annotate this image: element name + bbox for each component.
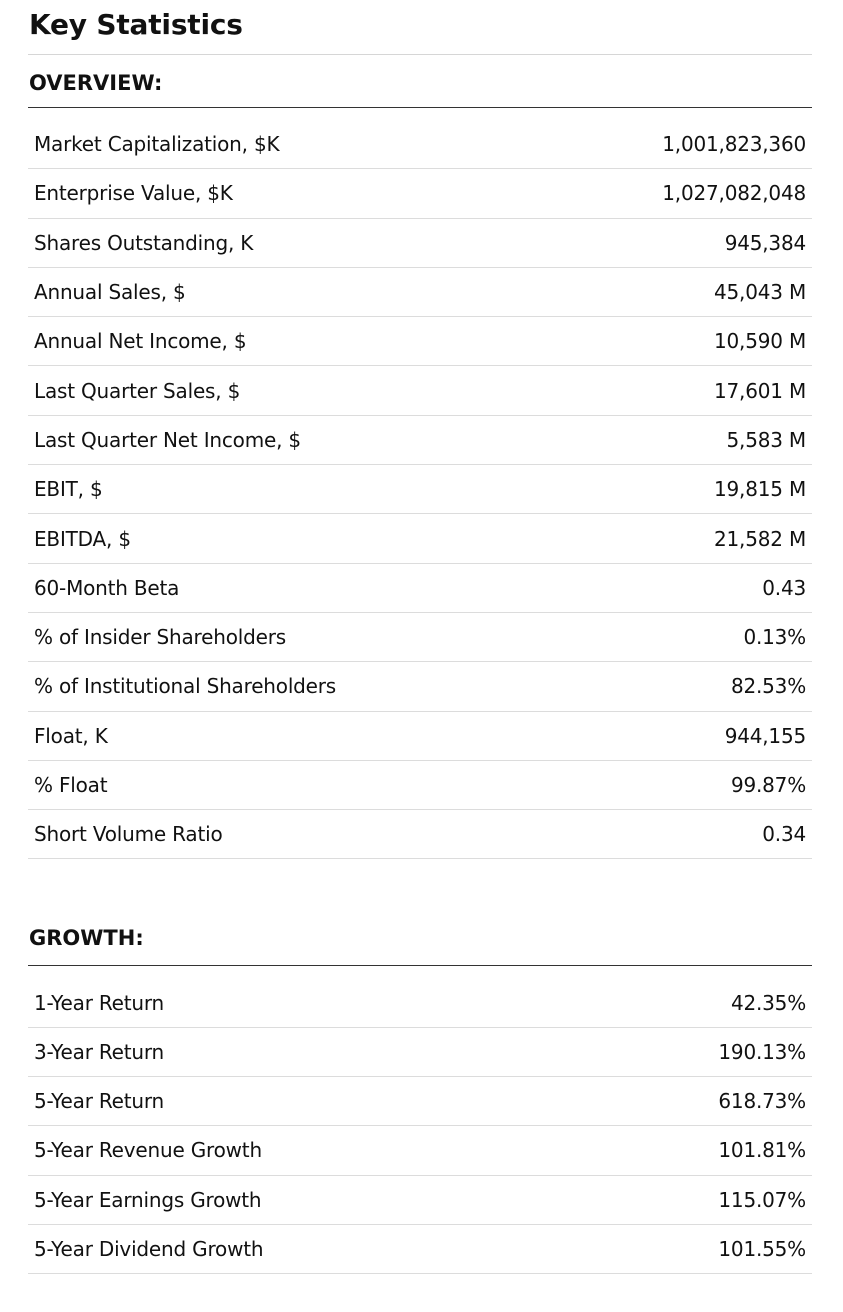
table-row (28, 1126, 812, 1175)
row-value: 5,583 M (726, 427, 806, 452)
row-label: 1-Year Return (34, 990, 165, 1015)
row-value: 21,582 M (714, 526, 806, 551)
row-value: 944,155 (724, 723, 806, 748)
row-label: EBIT, $ (34, 477, 103, 502)
growth-heading: GROWTH: (28, 914, 812, 966)
row-label: Annual Net Income, $ (34, 329, 247, 354)
row-value: 101.81% (718, 1138, 806, 1163)
row-value: 1,027,082,048 (662, 181, 806, 206)
row-label: 60-Month Beta (34, 575, 180, 600)
table-row (28, 514, 812, 563)
key-statistics-panel (28, 0, 812, 1274)
row-label: Shares Outstanding, K (34, 230, 254, 255)
table-row (28, 1028, 812, 1077)
row-label: Last Quarter Net Income, $ (34, 427, 301, 452)
row-label: EBITDA, $ (34, 526, 131, 551)
page-title: Key Statistics (28, 0, 812, 55)
row-value: 45,043 M (714, 280, 806, 305)
row-value: 10,590 M (714, 329, 806, 354)
row-value: 0.34 (762, 822, 806, 847)
table-row (28, 465, 812, 514)
table-row (28, 317, 812, 366)
table-row (28, 978, 812, 1027)
row-value: 82.53% (730, 674, 806, 699)
row-value: 99.87% (730, 773, 806, 797)
row-label: % of Institutional Shareholders (34, 674, 337, 699)
row-value: 945,384 (724, 230, 806, 255)
row-value: 115.07% (718, 1187, 806, 1212)
row-label: Float, K (34, 723, 108, 748)
growth-table (28, 966, 812, 1274)
row-label: 3-Year Return (34, 1039, 165, 1064)
row-value: 101.55% (718, 1237, 806, 1262)
table-row (28, 1176, 812, 1225)
overview-heading: OVERVIEW: (28, 55, 812, 108)
table-row (28, 219, 812, 268)
table-row (28, 120, 812, 169)
table-row (28, 712, 812, 761)
row-value: 17,601 M (714, 378, 806, 403)
row-label: 5-Year Return (34, 1089, 165, 1114)
row-value: 190.13% (718, 1039, 806, 1064)
table-row (28, 564, 812, 613)
row-label: 5-Year Dividend Growth (34, 1237, 264, 1262)
row-value: 42.35% (730, 990, 806, 1015)
row-label: % of Insider Shareholders (34, 625, 286, 650)
section-spacer (28, 859, 812, 914)
row-label: Short Volume Ratio (34, 822, 223, 847)
row-value: 0.13% (743, 625, 806, 650)
table-row (28, 810, 812, 859)
table-row (28, 613, 812, 662)
row-label: Enterprise Value, $K (34, 181, 233, 206)
table-row (28, 366, 812, 415)
overview-table (28, 108, 812, 859)
row-label: Market Capitalization, $K (34, 132, 280, 157)
table-row (28, 662, 812, 711)
row-label: % Float (34, 773, 108, 797)
row-value: 0.43 (762, 575, 806, 600)
row-label: Last Quarter Sales, $ (34, 378, 241, 403)
row-label: 5-Year Earnings Growth (34, 1187, 262, 1212)
row-value: 618.73% (718, 1089, 806, 1114)
table-row (28, 416, 812, 465)
table-row (28, 1077, 812, 1126)
table-row (28, 761, 812, 810)
table-row (28, 1225, 812, 1274)
row-label: Annual Sales, $ (34, 280, 186, 305)
row-value: 1,001,823,360 (662, 132, 806, 157)
row-label: 5-Year Revenue Growth (34, 1138, 262, 1163)
table-row (28, 169, 812, 218)
row-value: 19,815 M (714, 477, 806, 502)
table-row (28, 268, 812, 317)
